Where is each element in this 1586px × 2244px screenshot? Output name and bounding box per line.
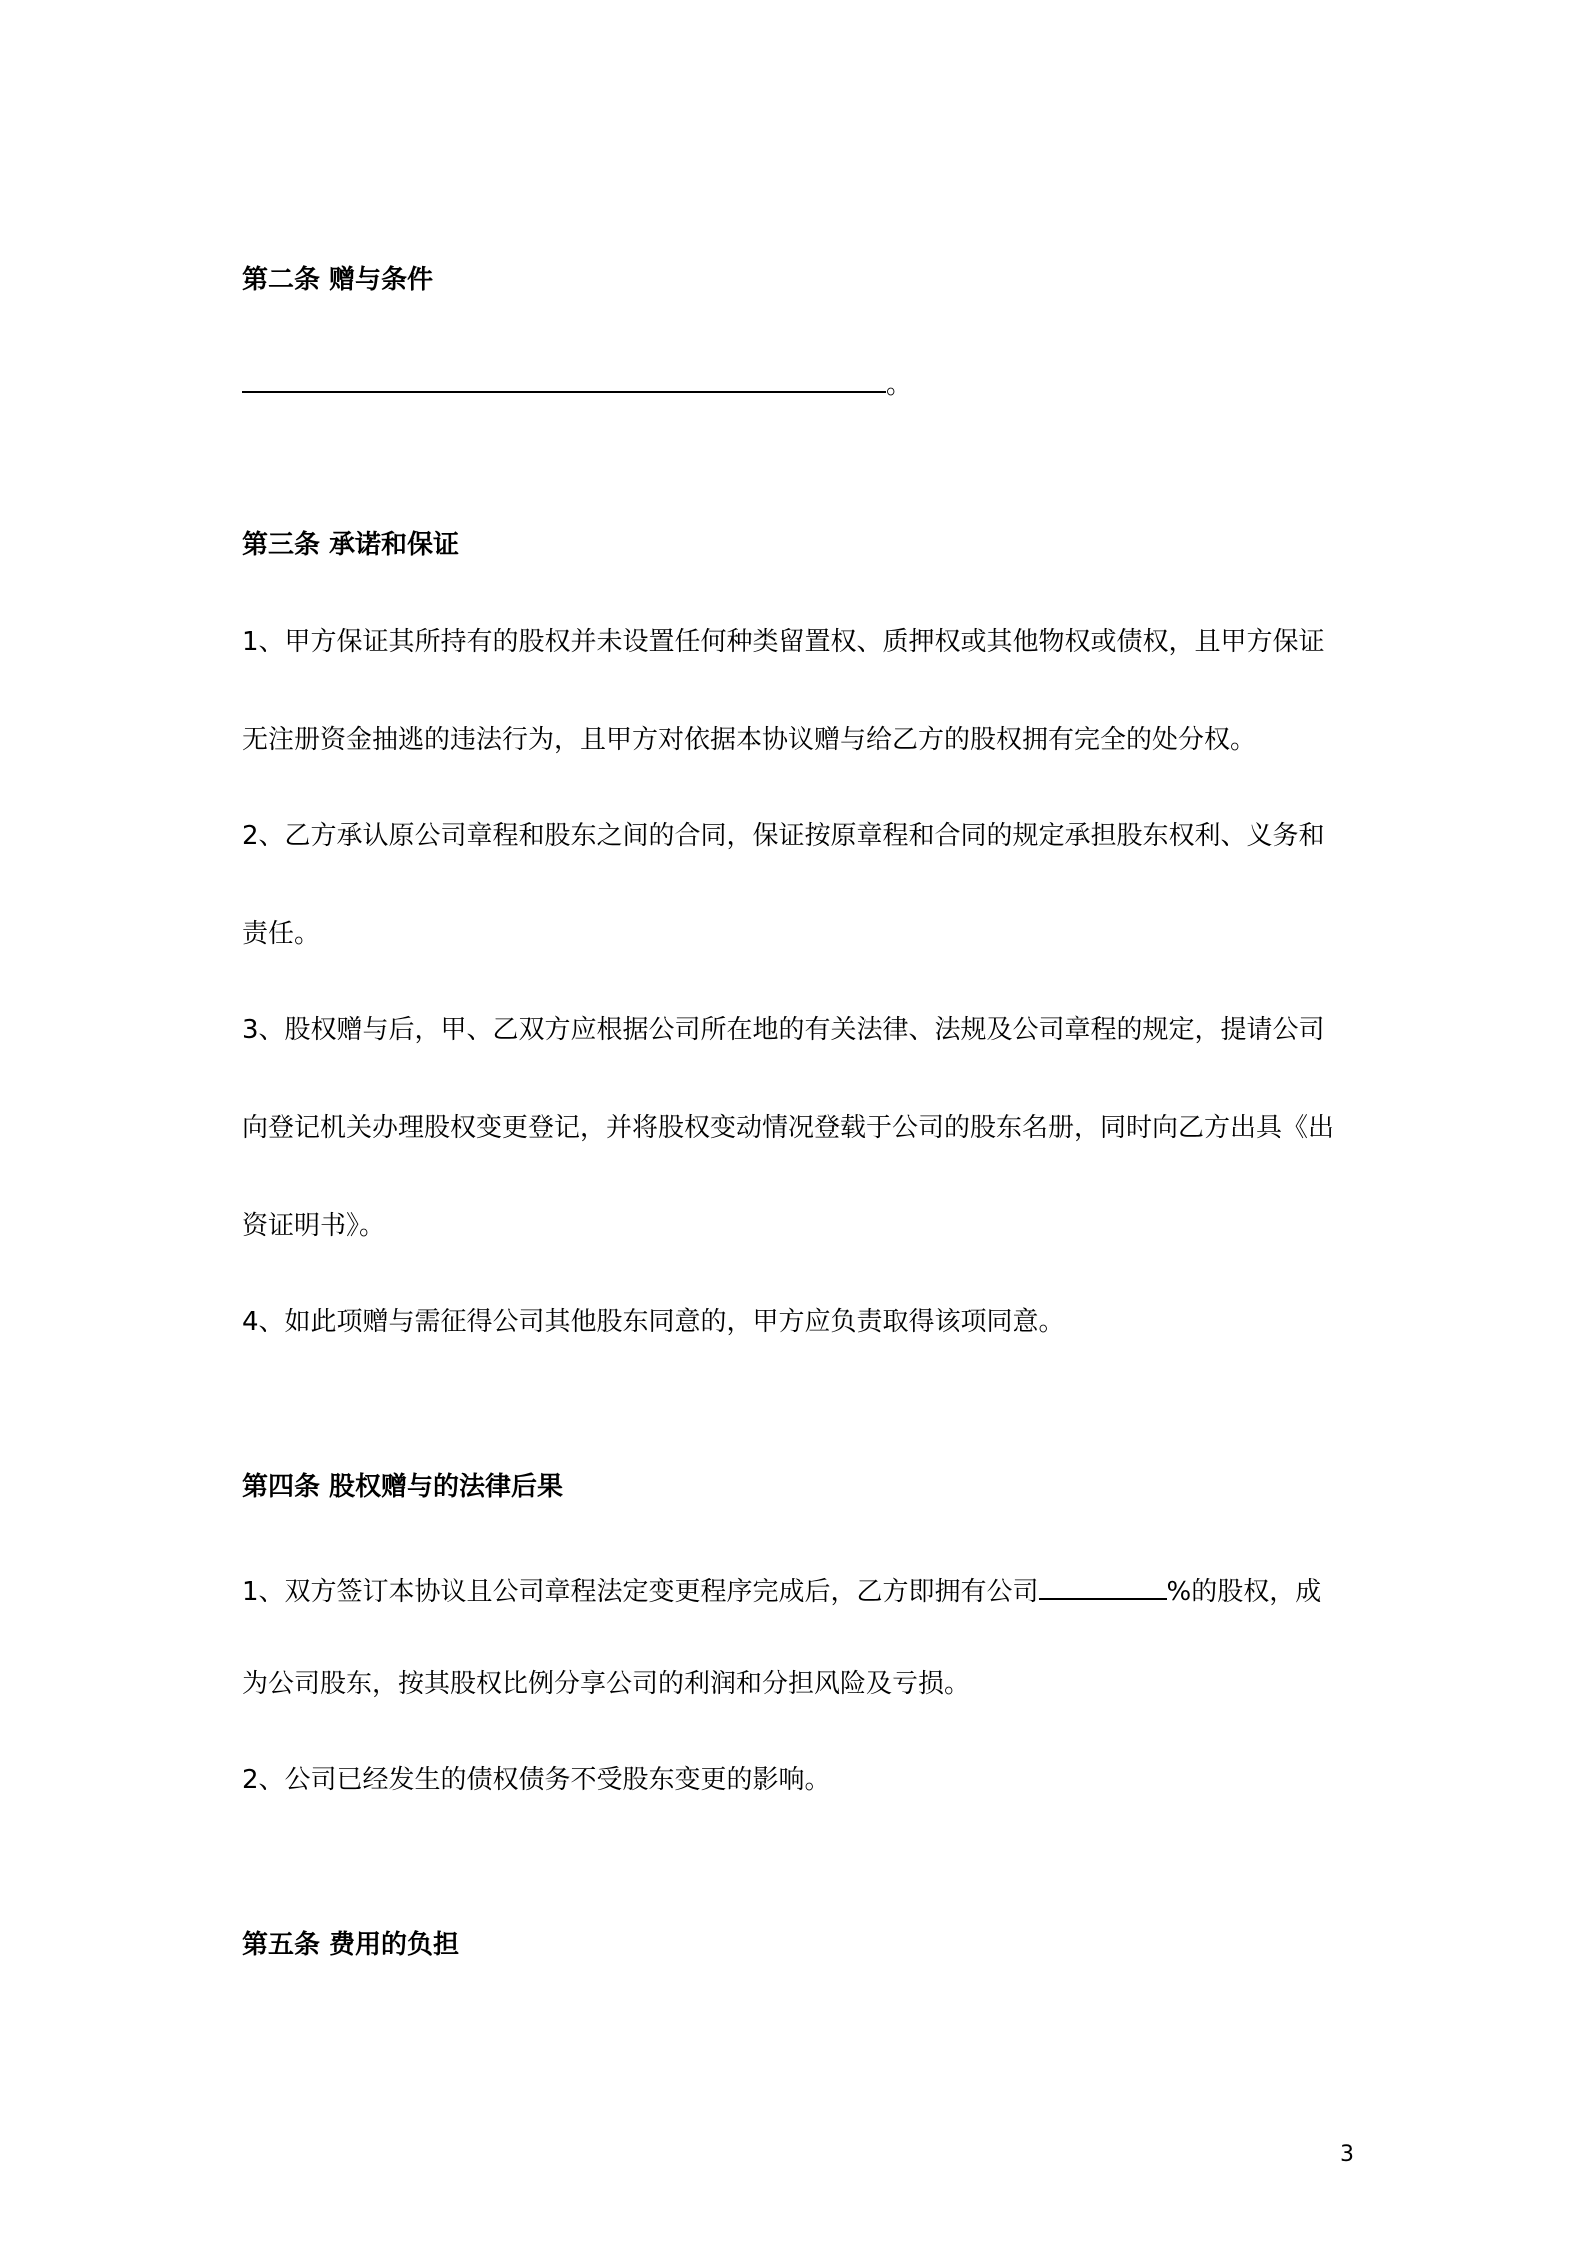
article-3-clause-1-line-1: 1、甲方保证其所持有的股权并未设置任何种类留置权、质押权或其他物权或债权，且甲方保证 (242, 627, 1325, 657)
clause-1-text-after: %的股权，成 (1166, 1577, 1322, 1607)
page-number: 3 (1340, 2142, 1354, 2167)
article-3-clause-3-line-3: 资证明书》。 (242, 1211, 386, 1241)
clause-1-text-before: 1、双方签订本协议且公司章程法定变更程序完成后，乙方即拥有公司 (242, 1577, 1039, 1607)
article-4-heading: 第四条 股权赠与的法律后果 (242, 1472, 564, 1502)
article-3-heading: 第三条 承诺和保证 (242, 530, 460, 560)
article-3-clause-2-line-2: 责任。 (242, 919, 321, 949)
article-3-clause-2-line-1: 2、乙方承认原公司章程和股东之间的合同，保证按原章程和合同的规定承担股东权利、义务和 (242, 821, 1325, 851)
article-2-condition-line (242, 363, 912, 403)
article-3-clause-1-line-2: 无注册资金抽逃的违法行为，且甲方对依据本协议赠与给乙方的股权拥有完全的处分权。 (242, 725, 1257, 755)
article-4-clause-1-line-1 (242, 1570, 1321, 1610)
article-5-heading: 第五条 费用的负担 (242, 1930, 460, 1960)
article-3-clause-3-line-2: 向登记机关办理股权变更登记，并将股权变动情况登载于公司的股东名册，同时向乙方出具《出 (242, 1113, 1335, 1143)
article-4-clause-2-line-1: 2、公司已经发生的债权债务不受股东变更的影响。 (242, 1765, 831, 1795)
article-3-clause-3-line-1: 3、股权赠与后，甲、乙双方应根据公司所在地的有关法律、法规及公司章程的规定，提请公司 (242, 1015, 1325, 1045)
percentage-blank[interactable] (1039, 1570, 1167, 1600)
article-2-heading: 第二条 赠与条件 (242, 265, 434, 295)
condition-blank[interactable] (242, 363, 886, 393)
article-4-clause-1-line-2: 为公司股东，按其股权比例分享公司的利润和分担风险及亏损。 (242, 1669, 971, 1699)
period-mark: 。 (886, 370, 913, 400)
article-3-clause-4-line-1: 4、如此项赠与需征得公司其他股东同意的，甲方应负责取得该项同意。 (242, 1307, 1065, 1337)
